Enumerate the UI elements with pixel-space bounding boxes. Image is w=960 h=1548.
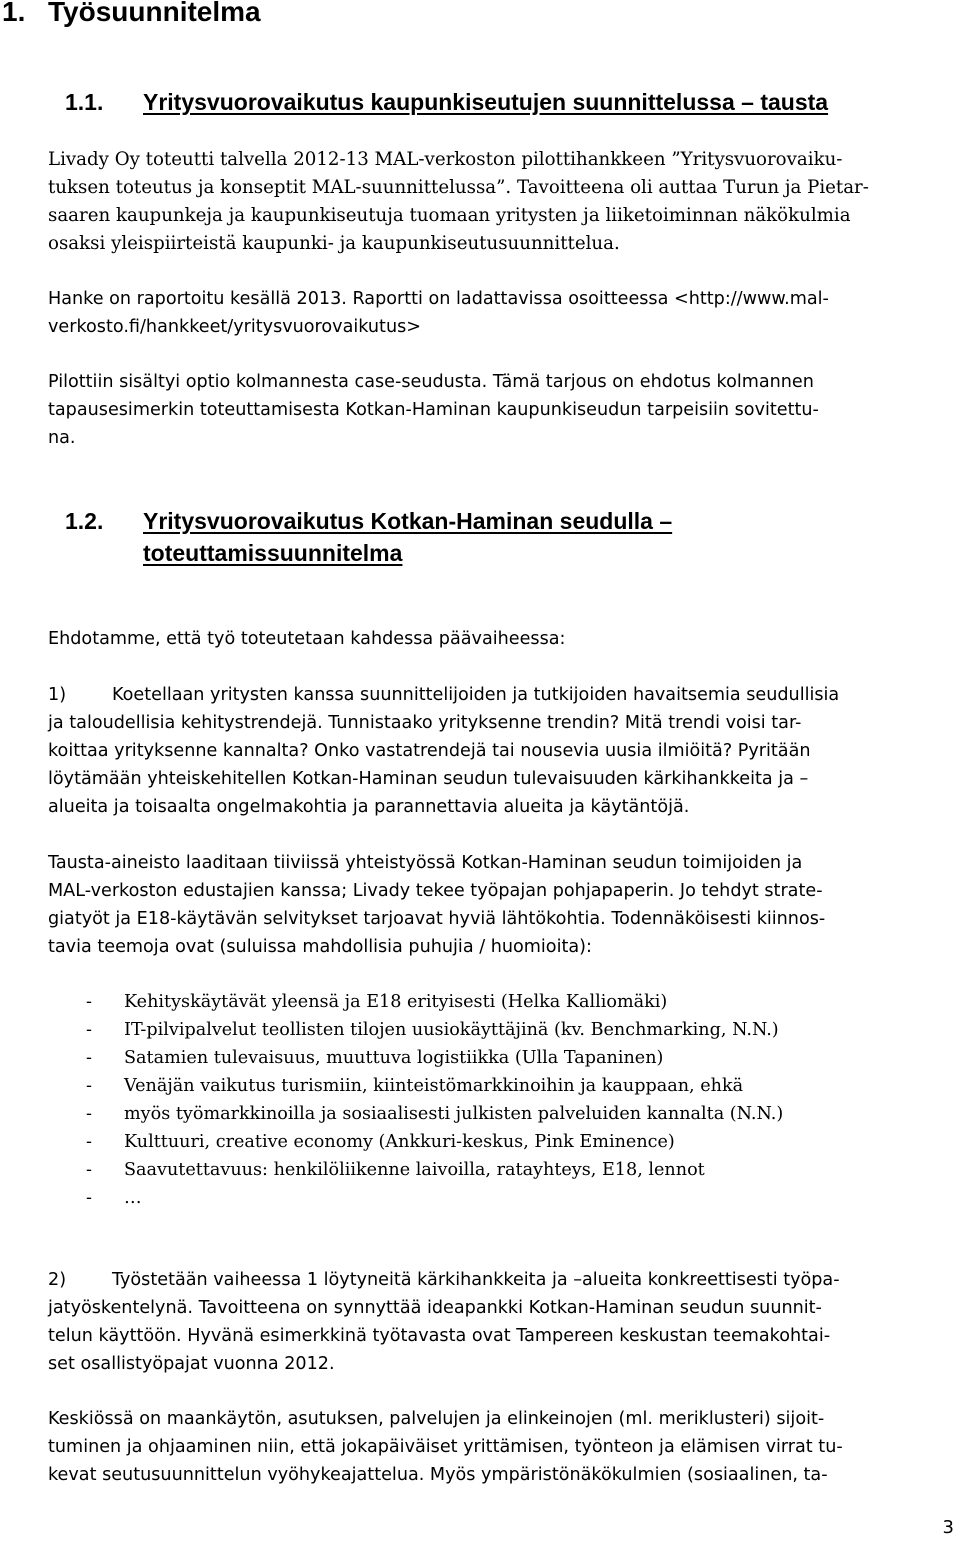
list-item-text: …: [124, 1188, 142, 1208]
list-item-text: Venäjän vaikutus turismiin, kiinteistömarkkinoihin ja kauppaan, ehkä: [124, 1076, 744, 1096]
paragraph-line: Pilottiin sisältyi optio kolmannesta case-seudusta. Tämä tarjous on ehdotus kolmannen: [48, 372, 814, 392]
list-item-text: Saavutettavuus: henkilöliikenne laivoilla, ratayhteys, E18, lennot: [124, 1160, 705, 1180]
paragraph-line: tuminen ja ohjaaminen niin, että jokapäiväiset yrittämisen, työnteon ja elämisen virrat tu-: [48, 1437, 843, 1457]
paragraph-line: giatyöt ja E18-käytävän selvitykset tarjoavat hyviä lähtökohtia. Todennäköisesti kiinnos-: [48, 909, 826, 929]
bullet-dash: -: [86, 992, 92, 1012]
paragraph-line: kevat seutusuunnittelun vyöhykeajattelua. Myös ympäristönäkökulmien (sosiaalinen, ta-: [48, 1465, 828, 1485]
report-link[interactable]: verkosto.fi/hankkeet/yritysvuorovaikutus>: [48, 317, 422, 337]
paragraph-line: na.: [48, 428, 76, 448]
list-item-text: Satamien tulevaisuus, muuttuva logistiikka (Ulla Tapaninen): [124, 1048, 664, 1068]
section-title-line: Yritysvuorovaikutus Kotkan-Haminan seudulla –: [143, 508, 673, 534]
paragraph-line: set osallistyöpajat vuonna 2012.: [48, 1354, 335, 1374]
bullet-dash: -: [86, 1132, 92, 1152]
section-title-line: toteuttamissuunnitelma: [143, 540, 403, 566]
list-item-text: Kehityskäytävät yleensä ja E18 erityisesti (Helka Kalliomäki): [124, 992, 668, 1012]
main-heading-title: Työsuunnitelma: [48, 0, 261, 27]
paragraph-line: osaksi yleispiirteistä kaupunki- ja kaupunkiseutusuunnittelua.: [48, 233, 620, 254]
paragraph-line: Livady Oy toteutti talvella 2012-13 MAL-verkoston pilottihankkeen ”Yritysvuorovaiku-: [48, 149, 843, 170]
paragraph-line: koittaa yrityksenne kannalta? Onko vastatrendejä tai nousevia uusia ilmiöitä? Pyritään: [48, 741, 811, 761]
section-title: Yritysvuorovaikutus kaupunkiseutujen suunnittelussa – tausta: [143, 89, 829, 115]
bullet-dash: -: [86, 1020, 92, 1040]
section-number: 1.1.: [65, 89, 104, 115]
paragraph-line: saaren kaupunkeja ja kaupunkiseutuja tuomaan yritysten ja liiketoiminnan näkökulmia: [48, 205, 851, 226]
section-number: 1.2.: [65, 508, 104, 534]
paragraph-line: Keskiössä on maankäytön, asutuksen, palvelujen ja elinkeinojen (ml. meriklusteri) sijoit-: [48, 1409, 825, 1429]
paragraph-line: tuksen toteutus ja konseptit MAL-suunnittelussa”. Tavoitteena oli auttaa Turun ja Pietar-: [48, 177, 869, 198]
main-heading: [2, 0, 261, 32]
paragraph-line: löytämään yhteiskehitellen Kotkan-Haminan seudun tulevaisuuden kärkihankkeita ja –: [48, 769, 809, 789]
phase-number: 2): [48, 1270, 67, 1290]
bullet-dash: -: [86, 1160, 92, 1180]
phase-text-line: Työstetään vaiheessa 1 löytyneitä kärkihankkeita ja –alueita konkreettisesti työpa-: [112, 1270, 840, 1290]
phase-text-line: Koetellaan yritysten kanssa suunnittelijoiden ja tutkijoiden havaitsemia seudullisia: [112, 685, 840, 705]
bullet-dash: -: [86, 1048, 92, 1068]
intro-line: Ehdotamme, että työ toteutetaan kahdessa päävaiheessa:: [48, 629, 566, 649]
list-item-text: IT-pilvipalvelut teollisten tilojen uusiokäyttäjinä (kv. Benchmarking, N.N.): [124, 1020, 779, 1040]
list-item-text: myös työmarkkinoilla ja sosiaalisesti julkisten palveluiden kannalta (N.N.): [124, 1104, 784, 1124]
bullet-dash: -: [86, 1104, 92, 1124]
phase-number: 1): [48, 685, 67, 705]
paragraph-line: Hanke on raportoitu kesällä 2013. Raportti on ladattavissa osoitteessa <http://www.mal-: [48, 289, 829, 309]
paragraph-line: Tausta-aineisto laaditaan tiiviissä yhteistyössä Kotkan-Haminan seudun toimijoiden ja: [48, 853, 803, 873]
paragraph-line: tavia teemoja ovat (suluissa mahdollisia puhujia / huomioita):: [48, 937, 592, 957]
bullet-dash: -: [86, 1076, 92, 1096]
main-heading-number: 1.: [2, 0, 26, 27]
paragraph-line: telun käyttöön. Hyvänä esimerkkinä työtavasta ovat Tampereen keskustan teemakohtai-: [48, 1326, 831, 1346]
paragraph-line: tapausesimerkin toteuttamisesta Kotkan-Haminan kaupunkiseudun tarpeisiin sovitettu-: [48, 400, 819, 420]
paragraph-line: alueita ja toisaalta ongelmakohtia ja parannettavia alueita ja käytäntöjä.: [48, 797, 690, 817]
paragraph-line: MAL-verkoston edustajien kanssa; Livady tekee työpajan pohjapaperin. Jo tehdyt strate-: [48, 881, 823, 901]
list-item-text: Kulttuuri, creative economy (Ankkuri-keskus, Pink Eminence): [124, 1132, 675, 1152]
bullet-dash: -: [86, 1188, 92, 1208]
page-number: 3: [942, 1517, 954, 1538]
paragraph-line: jatyöskentelynä. Tavoitteena on synnyttää ideapankki Kotkan-Haminan seudun suunnit-: [48, 1298, 822, 1318]
paragraph-line: ja taloudellisia kehitystrendejä. Tunnistaako yrityksenne trendin? Mitä trendi voisi tar-: [48, 713, 802, 733]
